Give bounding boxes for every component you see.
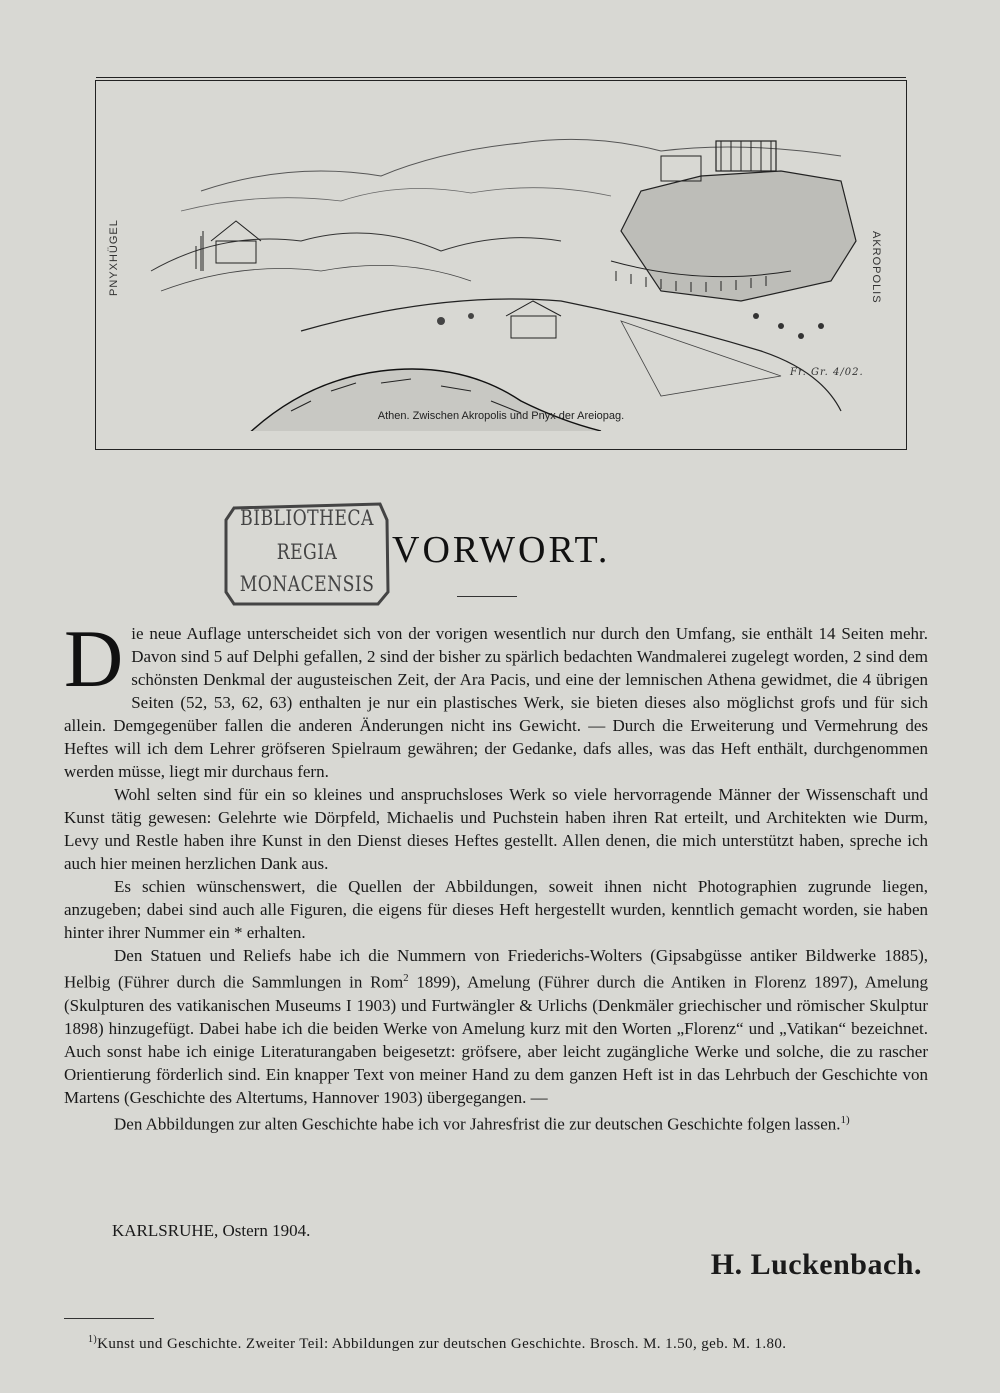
edition-superscript: 2	[403, 972, 409, 984]
stamp-line-3: MONACENSIS	[239, 572, 375, 596]
stamp-line-2: REGIA	[276, 540, 338, 564]
paragraph-1	[64, 613, 928, 783]
footnote-marker: 1)	[88, 1334, 98, 1345]
footnote-reference: 1)	[840, 1113, 850, 1126]
paragraph-4-text-a: Den Statuen und Reliefs habe ich die Nummern von Friederichs-Wolters (Gipsabgüsse antiker Bildwerke 1885), Helbig (Führer durch die Sammlungen in Rom	[64, 946, 928, 992]
preface-body	[64, 613, 928, 1135]
paragraph-5-text: Den Abbildungen zur alten Geschichte habe ich vor Jahresfrist die zur deutschen Geschichte folgen lassen.	[114, 1114, 841, 1134]
author-signature: H. Luckenbach.	[710, 1248, 922, 1281]
footnote	[88, 1334, 928, 1353]
stamp-line-1: BIBLIOTHECA	[240, 506, 374, 530]
paragraph-3: Es schien wünschenswert, die Quellen der Abbildungen, soweit ihnen nicht Photographien zugrunde liegen, anzugeben; dabei sind auch alle Figuren, die eigens für dieses Heft hergestellt wurden, kenntlich gemacht worden, sie haben hinter ihrer Nummer ein * erhalten.	[64, 877, 928, 942]
paragraph-2: Wohl selten sind für ein so kleines und anspruchsloses Werk so viele hervorragende Männer der Wissenschaft und Kunst tätig gewesen: Gelehrte wie Dörpfeld, Michaelis und Puchstein haben ihren Rat erteilt, und Architekten wie Durm, Levy und Restle haben ihre Kunst in den Dienst dieses Heftes gestellt. Allen denen, die mich unterstützt haben, spreche ich auch hier meinen herzlichen Dank aus.	[64, 785, 928, 873]
right-side-label: AKROPOLIS	[870, 231, 882, 304]
illustration-plate	[95, 80, 907, 450]
paragraph-5	[64, 1109, 928, 1136]
left-side-label: PNYXHÜGEL	[108, 219, 120, 296]
artist-signature: Fr. Gr. 4/02.	[790, 367, 864, 378]
paragraph-4	[64, 944, 928, 1109]
paragraph-1-text: ie neue Auflage unterscheidet sich von der vorigen wesentlich nur durch den Umfang, sie enthält 14 Seiten mehr. Davon sind 5 auf Delphi gefallen, 2 sind der bisher zu spärlich bedachten Wandmalerei zugelegt worden, 2 sind dem schönsten Denkmal der augusteischen Zeit, der Ara Pacis, und eine der lemnischen Athena gewidmet, die 4 übrigen Seiten (52, 53, 62, 63) enthalten je nur ein plastisches Werk, sie bieten dieses also möglichst grofs und für sich allein. Demgegenüber fallen die anderen Änderungen nicht ins Gewicht. — Durch die Erweiterung und Vermehrung des Heftes will ich dem Lehrer gröfseren Spielraum gewähren; der Gedanke, dafs alles, was das Heft enthält, durchgenommen werden müsse, liegt mir durchaus fern.	[64, 624, 928, 781]
dateline: KARLSRUHE, Ostern 1904.	[112, 1221, 311, 1240]
paragraph-4-text-b: 1899), Amelung (Führer durch die Antiken in Florenz 1897), Amelung (Skulpturen des vatikanischen Museums I 1903) und Furtwängler & Urlichs (Denkmäler griechischer und römischer Skulptur 1898) hinzugefügt. Dabei habe ich die beiden Werke von Amelung kurz mit den Worten „Florenz“ und „Vatikan“ bezeichnet. Auch sonst habe ich einige Literaturangaben beigesetzt: gröfsere, aber leicht zugängliche Werke und solche, die zu rascher Orientierung förderlich sind. Ein knapper Text von meiner Hand zu dem ganzen Heft ist in das Lehrbuch der Geschichte von Martens (Geschichte des Altertums, Hannover 1903) übergegangen. —	[64, 972, 928, 1107]
drop-cap: D	[64, 613, 124, 704]
title-rule	[457, 596, 517, 597]
page-title: VORWORT.	[392, 529, 611, 571]
library-stamp	[222, 500, 392, 608]
athens-landscape-sketch	[141, 121, 861, 431]
footnote-rule	[64, 1318, 154, 1319]
footnote-text: Kunst und Geschichte. Zweiter Teil: Abbildungen zur deutschen Geschichte. Brosch. M. 1.50, geb. M. 1.80.	[97, 1336, 787, 1352]
plate-top-rule	[96, 77, 906, 78]
illustration-caption: Athen. Zwischen Akropolis und Pnyx der Areiopag.	[377, 410, 625, 422]
